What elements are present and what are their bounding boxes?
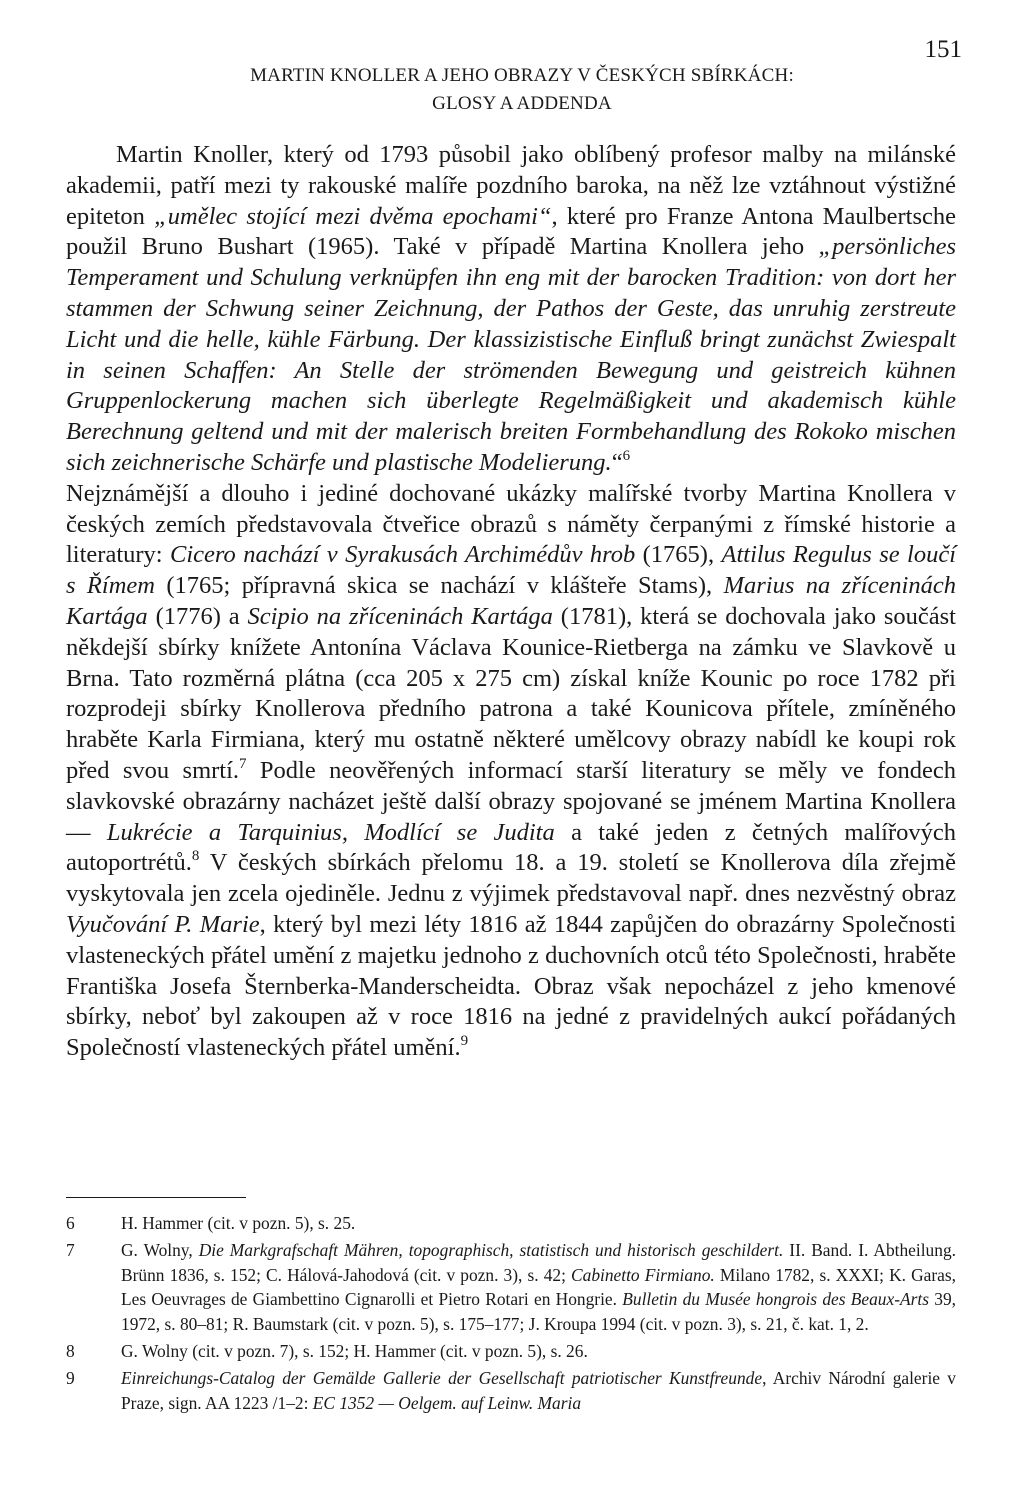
text-run: (1776) a (147, 602, 248, 630)
artwork-title: Attilus Regulus se loučí s Římem (66, 541, 956, 600)
running-head-line-2: GLOSY A ADDENDA (432, 93, 612, 114)
italic-run: Die Markgrafschaft Mähren, topographisch, statistisch und historisch geschildert. (198, 1239, 784, 1260)
artwork-title: Cicero nachází v Syrakusách Archimédův hrob (170, 541, 636, 569)
artwork-title: Vyučování P. Marie (66, 910, 260, 938)
artwork-title: Marius na zříceninách Kartága (66, 572, 956, 630)
text-run: Podle neověřených informací starší literatury se měly ve fondech slavkovské obrazárny nacházet ještě další obrazy spojované se jménem Martina Knollera — (66, 756, 956, 846)
footnote-text: G. Wolny (cit. v pozn. 7), s. 152; H. Hammer (cit. v pozn. 5), s. 26. (121, 1340, 588, 1361)
footnote-7 (66, 1238, 956, 1337)
text-run: “ (611, 448, 623, 476)
text-run: (1781), která se dochovala jako součást někdejší sbírky knížete Antonína Václava Kounice-Rietberga na zámku ve Slavkově u Brna. Tato rozměrná plátna (cca 205 x 275 cm) získal kníže Kounic po roce 1782 při rozprodeji sbírky Knollerova předního patrona a také Kounicova přítele, zmíněného hraběte Karla Firmiana, který mu ostatně některé umělcovy obrazy nabídl ke koupi rok před svou smrtí. (66, 602, 956, 784)
footnote-divider (66, 1197, 246, 1198)
text-run: , který byl mezi léty 1816 až 1844 zapůjčen do obrazárny Společnosti vlasteneckých přátel umění z majetku jednoho z duchovních otců této Společnosti, hraběte Františka Josefa Šternberka-Manderscheidta. Obraz však nepocházel z jeho kmenové sbírky, neboť byl zakoupen až v roce 1816 na jedné z pravidelných aukcí pořádaných Společností vlasteneckých přátel umění. (66, 910, 956, 1062)
footnote-6 (66, 1211, 956, 1236)
page-number: 151 (924, 36, 962, 63)
italic-run: Bulletin du Musée hongrois des Beaux-Arts (622, 1289, 929, 1310)
body-text (66, 140, 956, 1064)
footnote-ref-7: 7 (239, 755, 247, 772)
footnote-ref-8: 8 (191, 848, 200, 865)
paragraph-2 (66, 479, 956, 1064)
running-head (0, 62, 1024, 118)
footnote-text: H. Hammer (cit. v pozn. 5), s. 25. (121, 1213, 356, 1233)
footnote-ref-6: 6 (622, 447, 631, 464)
german-quotation: „persönliches Temperament und Schulung verknüpfen ihn eng mit der barocken Tradition: von dort her stammen der Schwung seiner Zeichnung, der Pathos der Geste, das unruhig zerstreute Licht und die helle, kühle Färbung. Der klassizistische Einfluß bringt zunächst Zwiespalt in seinen Schaffen: An Stelle der strömenden Bewegung und geistreich kühnen Gruppenlockerung machen sich überlegte Regelmäßigkeit und akademisch kühle Berechnung geltend und mit der malerisch breiten Formbehandlung des Rokoko mischen sich zeichnerische Schärfe und plastische Modelierung. (66, 233, 956, 476)
artwork-title: Scipio na zříceninách Kartága (247, 602, 553, 630)
text-run: Nejznámější a dlouho i jediné dochované ukázky malířské tvorby Martina Knollera v českých zemích představovala čtveřice obrazů s náměty čerpanými z římské historie a literatury: (66, 479, 956, 569)
text-run: (1765), (635, 541, 722, 569)
italic-run: „umělec stojící mezi dvěma epochami“ (154, 202, 552, 230)
italic-run: EC 1352 — Oelgem. auf Leinw. Maria (312, 1392, 582, 1413)
footnote-number: 6 (66, 1213, 75, 1233)
footnote-text (121, 1238, 956, 1337)
text-run: a také jeden z četných malířových autoportrétů. (66, 818, 957, 877)
text-run: II. Band. I. Abtheilung. Brünn 1836, s. 152; C. Hálová-Jahodová (cit. v pozn. 3), s. 42; (121, 1239, 956, 1285)
footnote-9 (66, 1366, 956, 1416)
text-run: Milano 1782, s. XXXI; K. Garas, Les Oeuvrages de Giambettino Cignarolli et Pietro Rotari en Hongrie. (121, 1264, 956, 1310)
footnote-ref-9: 9 (460, 1032, 469, 1049)
footnote-8 (66, 1339, 956, 1364)
text-run: 39, 1972, s. 80–81; R. Baumstark (cit. v pozn. 5), s. 175–177; J. Kroupa 1994 (cit. v pozn. 3), s. 21, č. kat. 1, 2. (121, 1289, 956, 1335)
italic-run: Einreichungs-Catalog der Gemälde Gallerie der Gesellschaft patriotischer Kunstfreunde (121, 1367, 763, 1388)
footnote-number: 8 (66, 1340, 75, 1361)
text-run: , které pro Franze Antona Maulbertsche použil Bruno Bushart (1965). Také v případě Martina Knollera jeho (66, 202, 957, 261)
text-run: V českých sbírkách přelomu 18. a 19. století se Knollerova díla zřejmě vyskytovala jen zcela ojediněle. Jednu z výjimek představoval např. dnes nezvěstný obraz (66, 849, 956, 908)
text-run: Martin Knoller, který od 1793 působil jako oblíbený profesor malby na milánské akademii, patří mezi ty rakouské malíře pozdního baroka, na něž lze vztáhnout výstižné epiteton (66, 141, 956, 230)
running-head-line-1: MARTIN KNOLLER A JEHO OBRAZY V ČESKÝCH SBÍRKÁCH: (250, 65, 794, 86)
footnotes (66, 1211, 956, 1417)
footnote-number: 7 (66, 1239, 75, 1260)
paragraph-1 (66, 140, 956, 479)
text-run: (1765; přípravná skica se nachází v klášteře Stams), (154, 572, 724, 600)
text-run: , Archiv Národní galerie v Praze, sign. AA 1223 /1–2: (121, 1367, 957, 1413)
text-run: G. Wolny, (121, 1239, 199, 1260)
italic-run: Cabinetto Firmiano. (571, 1264, 715, 1285)
footnote-text (121, 1366, 956, 1416)
artwork-title: Lukrécie a Tarquinius, Modlící se Judita (106, 818, 555, 846)
footnote-number: 9 (66, 1367, 75, 1388)
